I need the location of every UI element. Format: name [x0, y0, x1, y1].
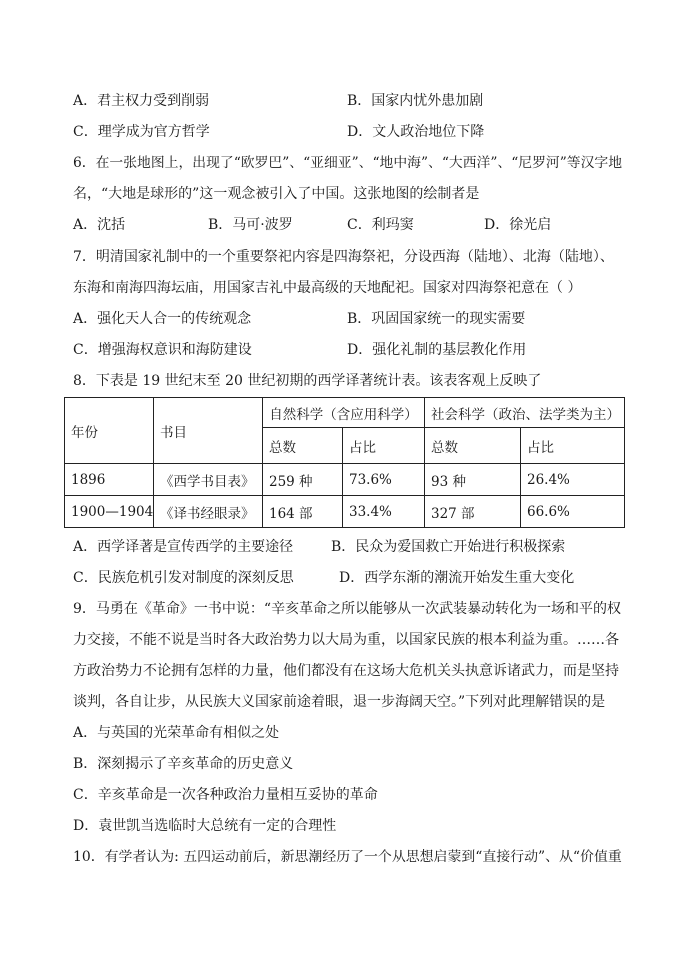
q6-option-b: B．马可·波罗	[208, 217, 293, 233]
table-row	[65, 496, 625, 528]
cell-year: 1900—1904	[65, 496, 154, 528]
q9-option-a: A．与英国的光荣革命有相似之处	[73, 725, 280, 741]
q8-option-d: D．西学东渐的潮流开始发生重大变化	[339, 570, 575, 586]
q7-stem-line1: 7．明清国家礼制中的一个重要祭祀内容是四海祭祀，分设西海（陆地）、北海（陆地）、	[73, 249, 614, 265]
cell-year: 1896	[65, 464, 154, 496]
q7-option-b: B．巩固国家统一的现实需要	[347, 311, 526, 327]
q6-option-c: C．利玛窦	[347, 217, 414, 233]
cell-book: 《西学书目表》	[154, 464, 263, 496]
q6-stem-line2: 名，“大地是球形的”这一观念被引入了中国。这张地图的绘制者是	[73, 186, 480, 202]
header-natural-total: 总数	[263, 428, 343, 464]
header-natural-science: 自然科学（含应用科学）	[263, 398, 425, 428]
q5-option-b: B．国家内忧外患加剧	[347, 93, 484, 109]
header-social-science: 社会科学（政治、法学类为主）	[425, 398, 625, 428]
cell-natural-ratio: 73.6%	[343, 464, 425, 496]
q6-stem-line1: 6．在一张地图上，出现了“欧罗巴”、“亚细亚”、“地中海”、“大西洋”、“尼罗河”等汉字地	[73, 155, 623, 171]
header-year: 年份	[65, 398, 154, 464]
cell-natural-total: 164 部	[263, 496, 343, 528]
cell-natural-total: 259 种	[263, 464, 343, 496]
table-header-row-1	[65, 398, 625, 428]
table-row	[65, 464, 625, 496]
q7-option-c: C．增强海权意识和海防建设	[73, 342, 252, 358]
q8-option-a: A．西学译著是宣传西学的主要途径	[73, 539, 294, 555]
q7-option-d: D．强化礼制的基层教化作用	[347, 342, 527, 358]
header-book: 书目	[154, 398, 263, 464]
header-natural-ratio: 占比	[343, 428, 425, 464]
q5-option-a: A．君主权力受到削弱	[73, 93, 210, 109]
cell-social-total: 93 种	[425, 464, 521, 496]
q5-option-c: C．理学成为官方哲学	[73, 124, 210, 140]
q9-option-c: C．辛亥革命是一次各种政治力量相互妥协的革命	[73, 787, 378, 803]
q9-option-b: B．深刻揭示了辛亥革命的历史意义	[73, 756, 294, 772]
q7-option-a: A．强化天人合一的传统观念	[73, 311, 252, 327]
header-social-total: 总数	[425, 428, 521, 464]
q6-option-a: A．沈括	[73, 217, 126, 233]
q5-option-d: D．文人政治地位下降	[347, 124, 485, 140]
q9-stem-line1: 9．马勇在《革命》一书中说：“辛亥革命之所以能够从一次武装暴动转化为一场和平的权	[73, 601, 622, 617]
cell-social-ratio: 66.6%	[521, 496, 625, 528]
q9-stem-line2: 力交接，不能不说是当时各大政治势力以大局为重，以国家民族的根本利益为重。……各	[73, 632, 619, 648]
cell-book: 《译书经眼录》	[154, 496, 263, 528]
q6-option-d: D．徐光启	[484, 217, 552, 233]
q8-stem: 8．下表是 19 世纪末至 20 世纪初期的西学译著统计表。该表客观上反映了	[73, 373, 542, 389]
cell-natural-ratio: 33.4%	[343, 496, 425, 528]
cell-social-total: 327 部	[425, 496, 521, 528]
q10-stem-line1: 10．有学者认为: 五四运动前后，新思潮经历了一个从思想启蒙到“直接行动”、从“价值重	[73, 849, 622, 865]
cell-social-ratio: 26.4%	[521, 464, 625, 496]
q8-option-c: C．民族危机引发对制度的深刻反思	[73, 570, 294, 586]
q9-stem-line4: 谈判，各自让步，从民族大义国家前途着眼，退一步海阔天空。”下列对此理解错误的是	[73, 694, 606, 710]
q7-stem-line2: 东海和南海四海坛庙，用国家吉礼中最高级的天地配祀。国家对四海祭祀意在（ ）	[73, 280, 582, 296]
q9-stem-line3: 方政治势力不论拥有怎样的力量，他们都没有在这场大危机关头执意诉诸武力，而是坚持	[73, 663, 619, 679]
header-social-ratio: 占比	[521, 428, 625, 464]
q9-option-d: D．袁世凯当选临时大总统有一定的合理性	[73, 818, 337, 834]
q8-option-b: B．民众为爱国救亡开始进行积极探索	[331, 539, 566, 555]
translation-statistics-table	[64, 397, 625, 528]
